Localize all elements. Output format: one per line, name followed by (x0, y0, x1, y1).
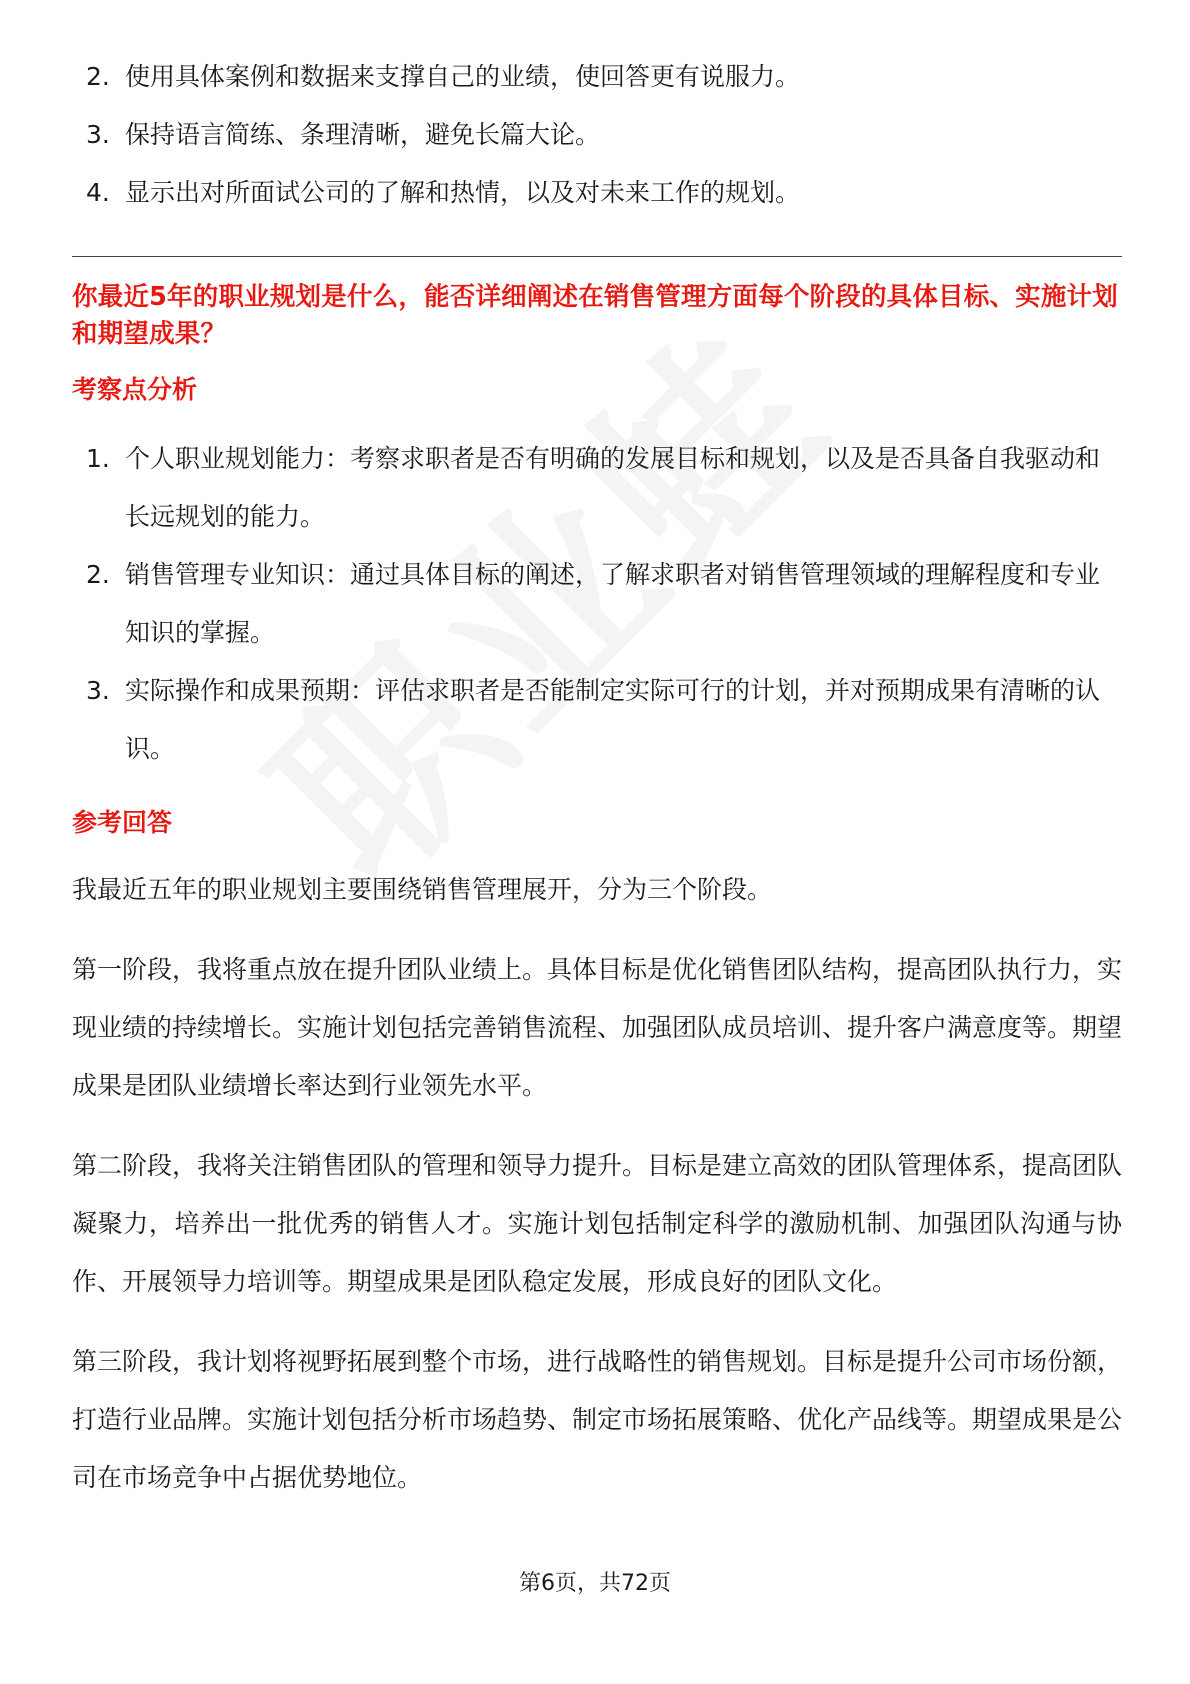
list-item (72, 164, 1122, 222)
list-item-text: 个人职业规划能力：考察求职者是否有明确的发展目标和规划，以及是否具备自我驱动和长远规划的能力。 (125, 444, 1101, 531)
list-item-text: 实际操作和成果预期：评估求职者是否能制定实际可行的计划，并对预期成果有清晰的认识。 (125, 676, 1101, 763)
analysis-heading: 考察点分析 (72, 375, 198, 404)
page-content (72, 48, 1122, 1507)
answer-paragraph: 第三阶段，我计划将视野拓展到整个市场，进行战略性的销售规划。目标是提升公司市场份额，打造行业品牌。实施计划包括分析市场趋势、制定市场拓展策略、优化产品线等。期望成果是公司在市场竞争中占据优势地位。 (72, 1347, 1123, 1492)
section-divider (72, 256, 1122, 257)
list-item (72, 106, 1122, 164)
analysis-list (72, 430, 1122, 778)
list-item-text: 使用具体案例和数据来支撑自己的业绩，使回答更有说服力。 (125, 62, 801, 91)
answer-paragraph: 第二阶段，我将关注销售团队的管理和领导力提升。目标是建立高效的团队管理体系，提高团队凝聚力，培养出一批优秀的销售人才。实施计划包括制定科学的激励机制、加强团队沟通与协作、开展领导力培训等。期望成果是团队稳定发展，形成良好的团队文化。 (72, 1151, 1123, 1296)
answer-paragraph: 我最近五年的职业规划主要围绕销售管理展开，分为三个阶段。 (72, 875, 773, 904)
reference-heading: 参考回答 (72, 808, 173, 837)
list-item-text: 保持语言简练、条理清晰，避免长篇大论。 (125, 120, 601, 149)
list-item-index: 1. (86, 444, 110, 473)
list-item-text: 显示出对所面试公司的了解和热情，以及对未来工作的规划。 (125, 178, 801, 207)
list-item-index: 2. (86, 560, 110, 589)
list-item-text: 销售管理专业知识：通过具体目标的阐述，了解求职者对销售管理领域的理解程度和专业知识的掌握。 (125, 560, 1101, 647)
list-item (72, 48, 1122, 106)
list-item-index: 2. (86, 62, 110, 91)
page-number: 第6页，共72页 (519, 1571, 671, 1596)
list-item (72, 430, 1122, 546)
list-item-index: 4. (86, 178, 110, 207)
answer-paragraph: 第一阶段，我将重点放在提升团队业绩上。具体目标是优化销售团队结构，提高团队执行力，实现业绩的持续增长。实施计划包括完善销售流程、加强团队成员培训、提升客户满意度等。期望成果是团队业绩增长率达到行业领先水平。 (72, 955, 1123, 1100)
list-item (72, 546, 1122, 662)
list-item-index: 3. (86, 676, 110, 705)
list-item (72, 662, 1122, 778)
tips-list (72, 48, 1122, 222)
interview-question: 你最近5年的职业规划是什么，能否详细阐述在销售管理方面每个阶段的具体目标、实施计划和期望成果？ (72, 282, 1118, 349)
list-item-index: 3. (86, 120, 110, 149)
